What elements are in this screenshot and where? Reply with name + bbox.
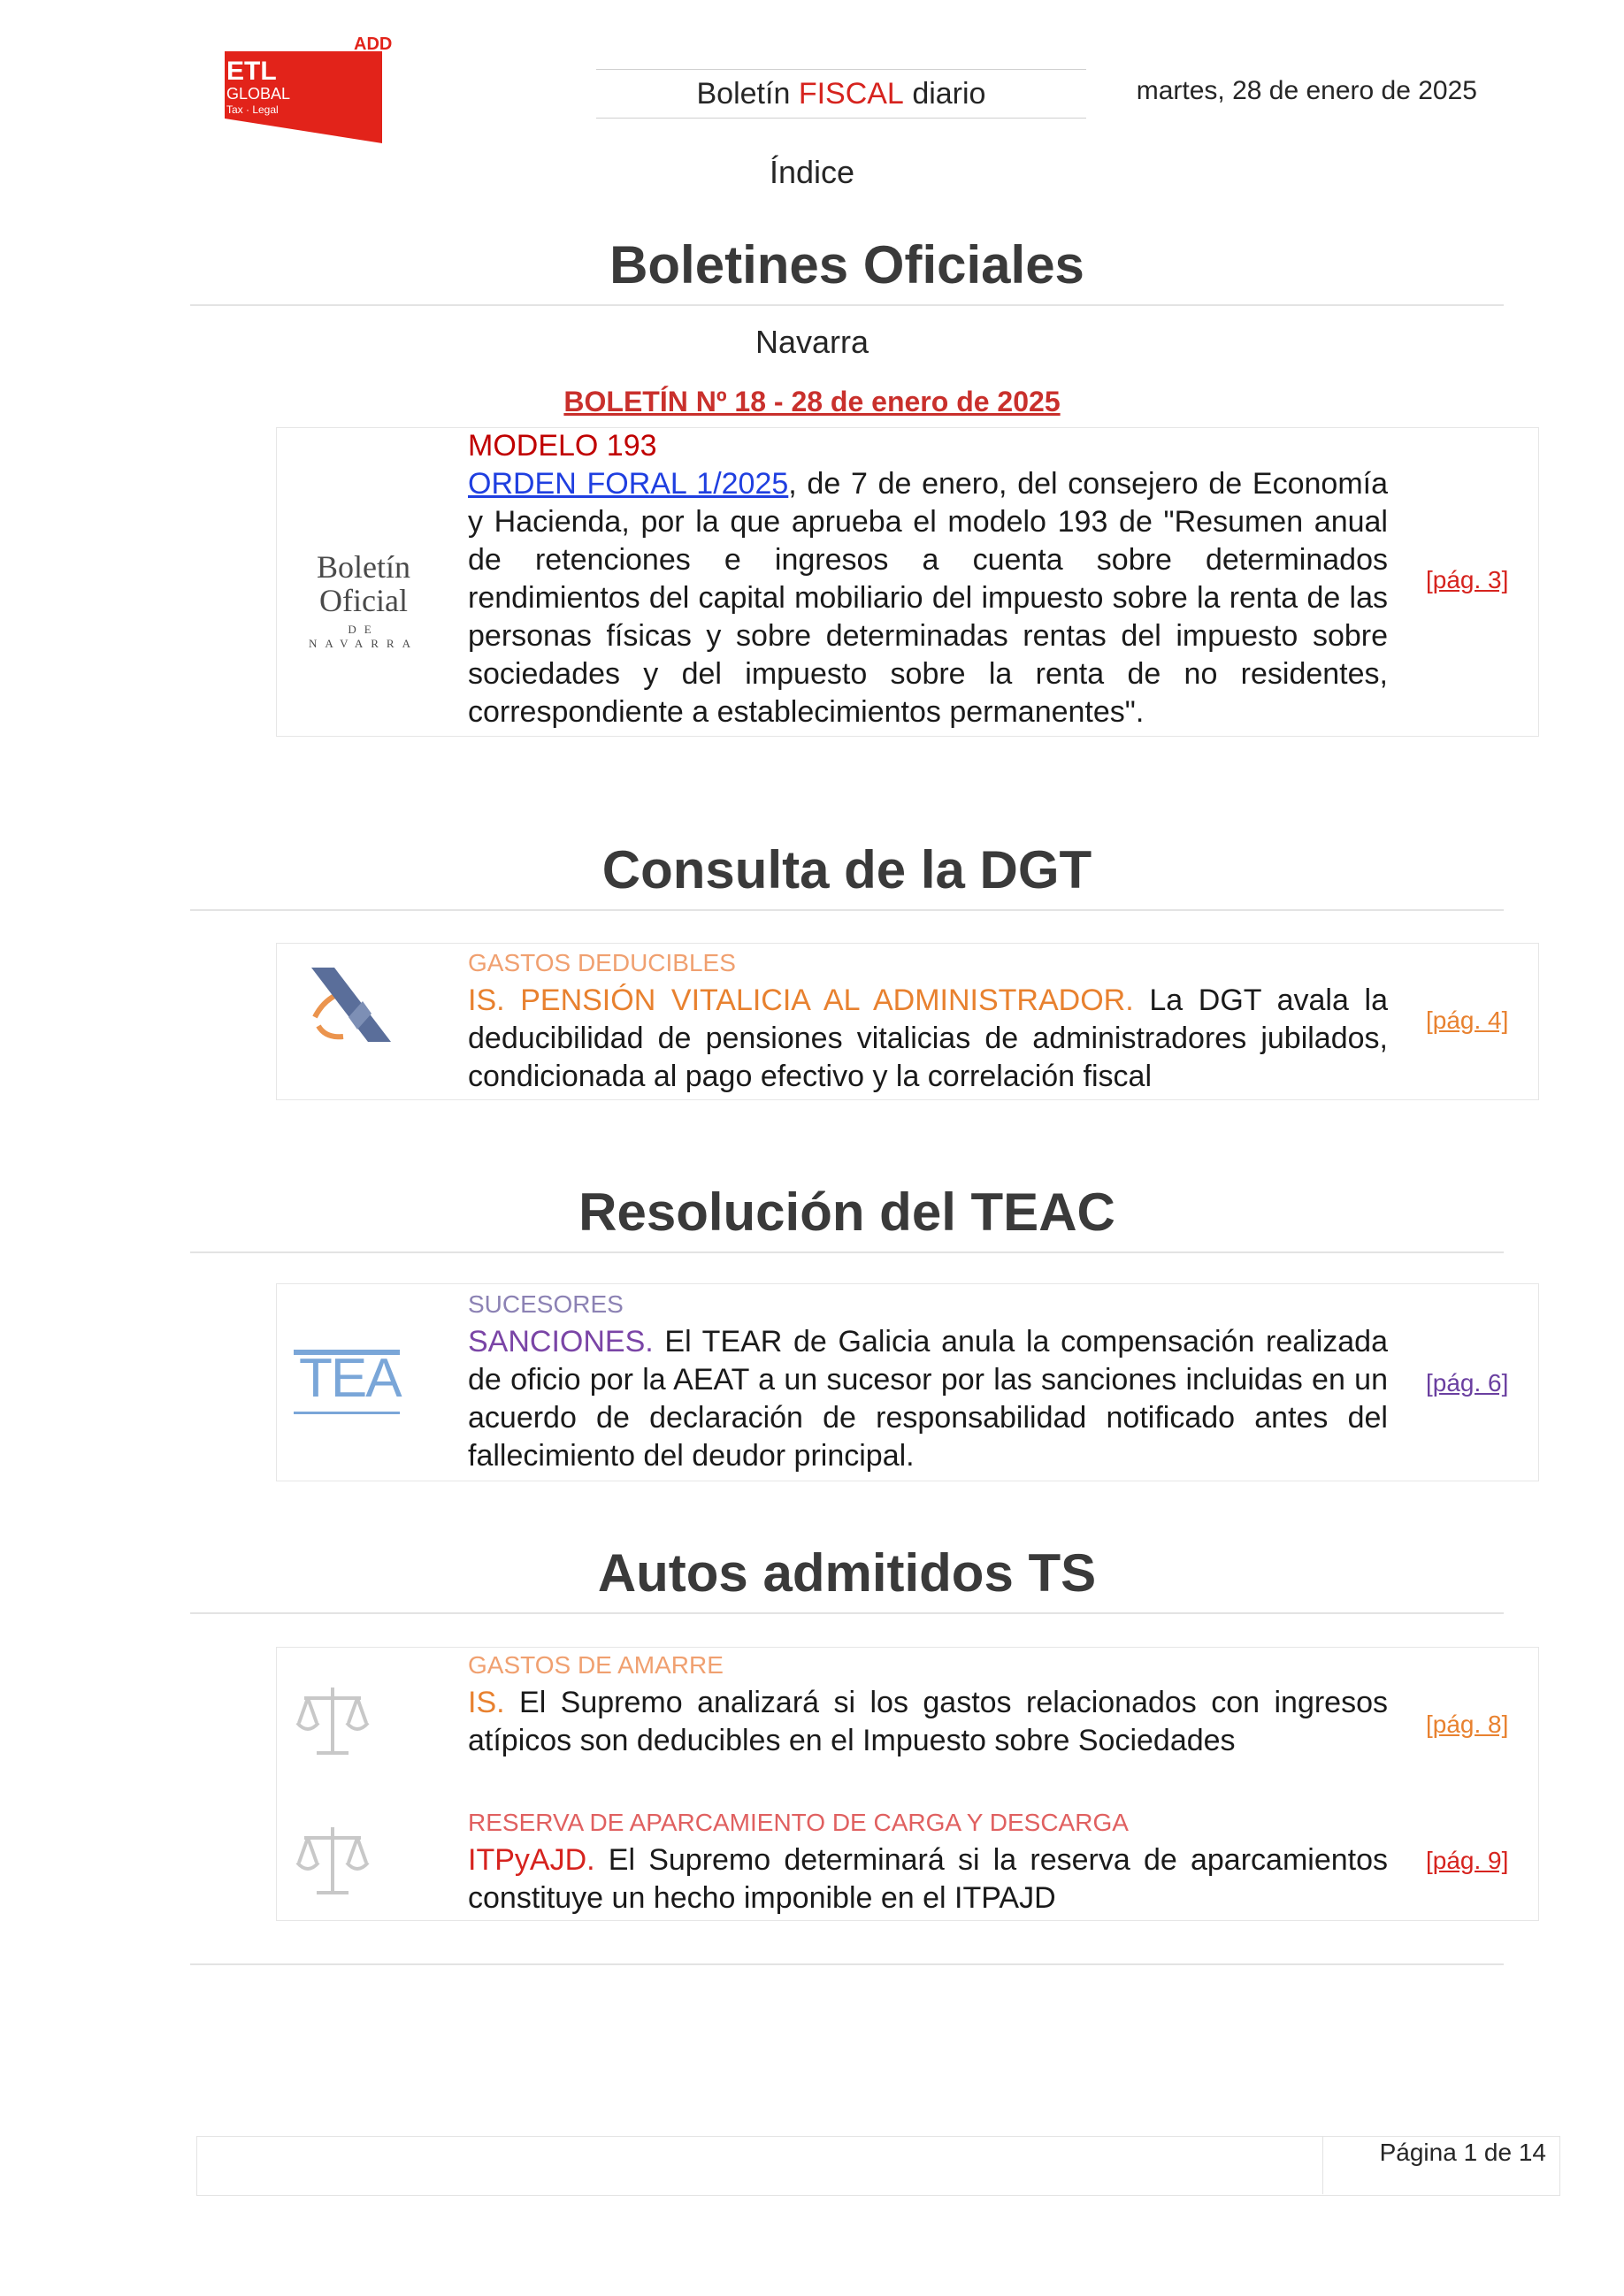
- item-body-text: , de 7 de enero, del consejero de Economía y Hacienda, por la que aprueba el modelo 193 de "Resumen anual de retenciones e ingresos a cuenta sobre determinados rendimientos del capital mobiliario del impuesto sobre la renta de las personas físicas y sobre determinadas rentas del impuesto sobre sociedades y del impuesto sobre la renta de no residentes, correspondiente a establecimientos permanentes".: [468, 467, 1388, 729]
- region-label: Navarra: [755, 324, 869, 360]
- page-ref-link[interactable]: [pág. 6]: [1426, 1369, 1509, 1397]
- item-text: [468, 427, 1388, 731]
- section-heading-dgt: Consulta de la DGT: [190, 837, 1504, 911]
- page-number: Página 1 de 14: [1379, 2139, 1546, 2166]
- bottom-divider: [190, 1963, 1504, 1965]
- item-text: [468, 948, 1388, 1096]
- agencia-tributaria-icon: [299, 964, 396, 1045]
- item-lead: SANCIONES.: [468, 1325, 654, 1358]
- item-body: [468, 465, 1388, 731]
- boletin-subheading[interactable]: BOLETÍN Nº 18 - 28 de enero de 2025: [563, 386, 1061, 417]
- item-body-text: La DGT avala la deducibilidad de pensiones vitalicias de administradores jubilados, condicionada al pago efectivo y la correlación fiscal: [468, 983, 1388, 1093]
- bulletin-title: [596, 69, 1086, 119]
- tea-logo-icon: [294, 1344, 405, 1415]
- scales-of-justice-icon: [295, 1824, 370, 1898]
- boletin-image-subtitle: DE NAVARRA: [309, 623, 418, 650]
- title-accent: FISCAL: [798, 76, 904, 111]
- section-heading-teac: Resolución del TEAC: [190, 1179, 1504, 1253]
- scales-of-justice-icon: [295, 1684, 370, 1758]
- item-category: RESERVA DE APARCAMIENTO DE CARGA Y DESCARGA: [468, 1809, 1129, 1836]
- index-label: Índice: [769, 154, 855, 190]
- page-ref-link[interactable]: [pág. 8]: [1426, 1711, 1509, 1738]
- footer-divider: [1322, 2136, 1323, 2194]
- logo-etl-text: ETL: [226, 57, 277, 86]
- logo-global-text: GLOBAL: [226, 85, 291, 103]
- logo-add-text: ADD: [354, 34, 393, 54]
- logo-taxlegal-text: Tax · Legal: [226, 103, 279, 116]
- etl-global-logo: [221, 34, 393, 147]
- item-category: GASTOS DEDUCIBLES: [468, 949, 736, 976]
- item-body: [468, 982, 1388, 1096]
- item-body-text: El Supremo analizará si los gastos relacionados con ingresos atípicos son deducibles en el Impuesto sobre Sociedades: [468, 1686, 1388, 1757]
- item-text: [468, 1290, 1388, 1475]
- orden-foral-link[interactable]: ORDEN FORAL 1/2025: [468, 467, 789, 501]
- title-prefix: Boletín: [696, 76, 791, 111]
- item-body-text: El TEAR de Galicia anula la compensación realizada de oficio por la AEAT a un sucesor por las sanciones incluidas en un acuerdo de declaración de responsabilidad notificado antes del fallecimiento del deudor principal.: [468, 1325, 1388, 1473]
- section-heading-ts: Autos admitidos TS: [190, 1540, 1504, 1614]
- item-text: [468, 1808, 1388, 1917]
- page-ref-link[interactable]: [pág. 4]: [1426, 1006, 1509, 1034]
- item-lead: IS. PENSIÓN VITALICIA AL ADMINISTRADOR.: [468, 983, 1134, 1017]
- item-text: [468, 1650, 1388, 1760]
- item-category: MODELO 193: [468, 429, 657, 463]
- tea-logo-underline: [294, 1412, 400, 1414]
- item-lead: IS.: [468, 1686, 505, 1719]
- section-heading-boletines: Boletines Oficiales: [190, 232, 1504, 306]
- tea-logo-text: TEA: [299, 1348, 401, 1409]
- page-ref-link[interactable]: [pág. 3]: [1426, 566, 1509, 593]
- item-category: GASTOS DE AMARRE: [468, 1651, 724, 1679]
- item-body-text: El Supremo determinará si la reserva de aparcamientos constituye un hecho imponible en el ITPAJD: [468, 1843, 1388, 1915]
- item-lead: ITPyAJD.: [468, 1843, 595, 1877]
- title-suffix: diario: [912, 76, 986, 111]
- boletin-navarra-image: [297, 550, 430, 651]
- item-body: [468, 1684, 1388, 1760]
- page-ref-link[interactable]: [pág. 9]: [1426, 1847, 1509, 1874]
- item-category: SUCESORES: [468, 1290, 624, 1318]
- bulletin-date: martes, 28 de enero de 2025: [1136, 76, 1477, 105]
- item-body: [468, 1323, 1388, 1475]
- boletin-image-title: Boletín Oficial: [317, 549, 410, 618]
- item-body: [468, 1841, 1388, 1917]
